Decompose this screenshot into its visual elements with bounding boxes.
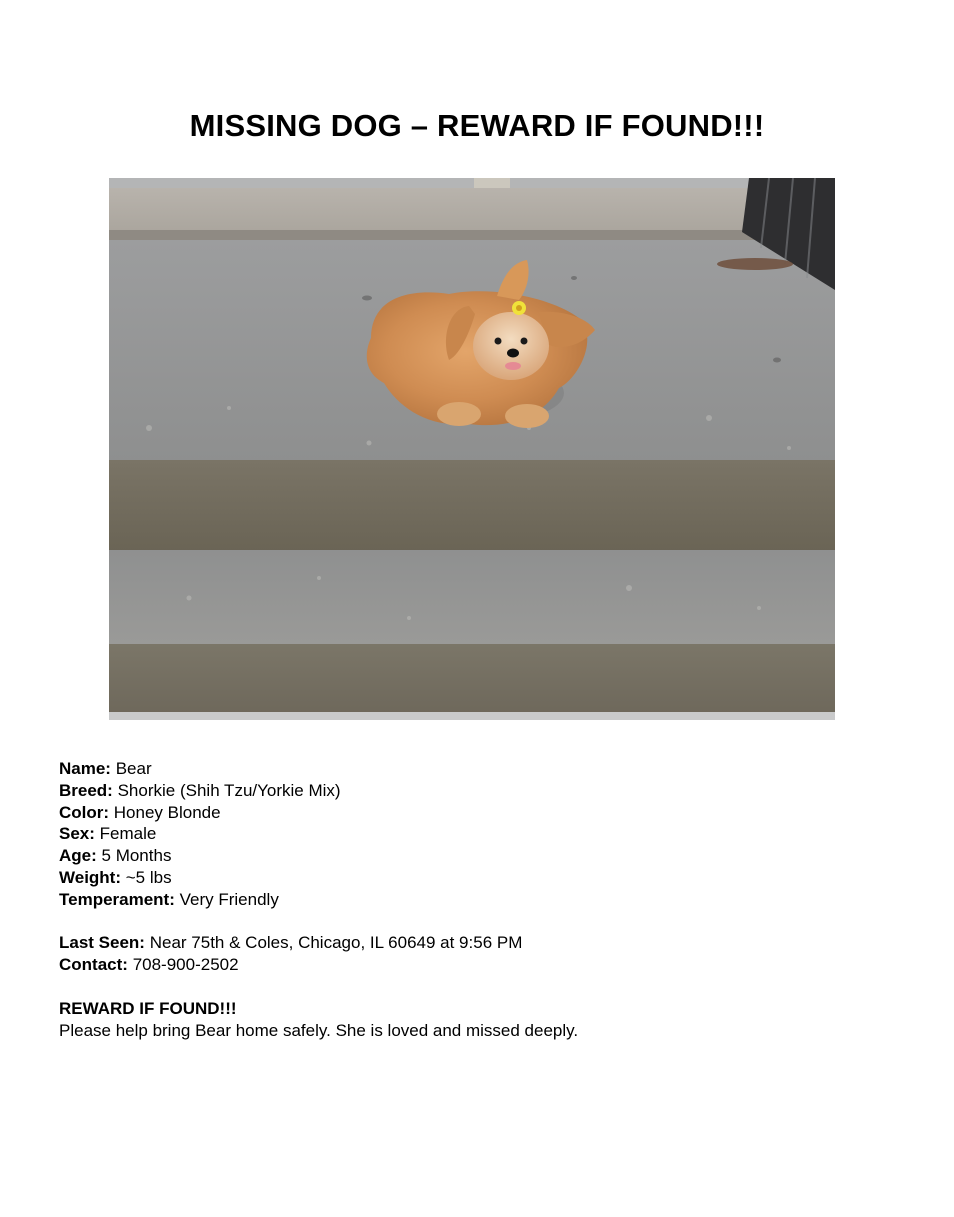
reward-heading-text: REWARD IF FOUND!!! bbox=[59, 998, 237, 1018]
last-seen-label: Last Seen: bbox=[59, 933, 145, 953]
contact-label: Contact: bbox=[59, 955, 128, 975]
reward-heading bbox=[59, 998, 578, 1020]
dog-details bbox=[59, 758, 578, 1041]
contact-row bbox=[59, 954, 578, 976]
color-row bbox=[59, 802, 578, 824]
sex-label: Sex: bbox=[59, 824, 95, 844]
last-seen-row bbox=[59, 932, 578, 954]
name-value: Bear bbox=[115, 759, 152, 778]
last-seen-value: Near 75th & Coles, Chicago, IL 60649 at 9:56 PM bbox=[149, 933, 523, 953]
weight-value: ~5 lbs bbox=[125, 867, 172, 887]
weight-label: Weight: bbox=[59, 867, 122, 887]
name-row bbox=[59, 758, 578, 780]
weight-row bbox=[59, 867, 578, 889]
reward-message: Please help bring Bear home safely. She is loved and missed deeply. bbox=[59, 1020, 579, 1040]
breed-value: Shorkie (Shih Tzu/Yorkie Mix) bbox=[117, 780, 341, 800]
age-row bbox=[59, 845, 578, 867]
color-value: Honey Blonde bbox=[113, 802, 221, 822]
age-label: Age: bbox=[59, 846, 97, 866]
breed-row bbox=[59, 780, 578, 802]
sex-row bbox=[59, 823, 578, 845]
dog-photo bbox=[109, 178, 835, 720]
page-title: MISSING DOG – REWARD IF FOUND!!! bbox=[189, 108, 765, 143]
contact-phone: 708-900-2502 bbox=[132, 955, 239, 975]
breed-label: Breed: bbox=[59, 780, 113, 800]
color-label: Color: bbox=[59, 802, 110, 822]
age-value: 5 Months bbox=[101, 846, 172, 866]
name-label: Name: bbox=[59, 759, 111, 778]
temperament-value: Very Friendly bbox=[179, 889, 279, 909]
temperament-label: Temperament: bbox=[59, 889, 175, 909]
sex-value: Female bbox=[99, 824, 157, 844]
temperament-row bbox=[59, 889, 578, 911]
